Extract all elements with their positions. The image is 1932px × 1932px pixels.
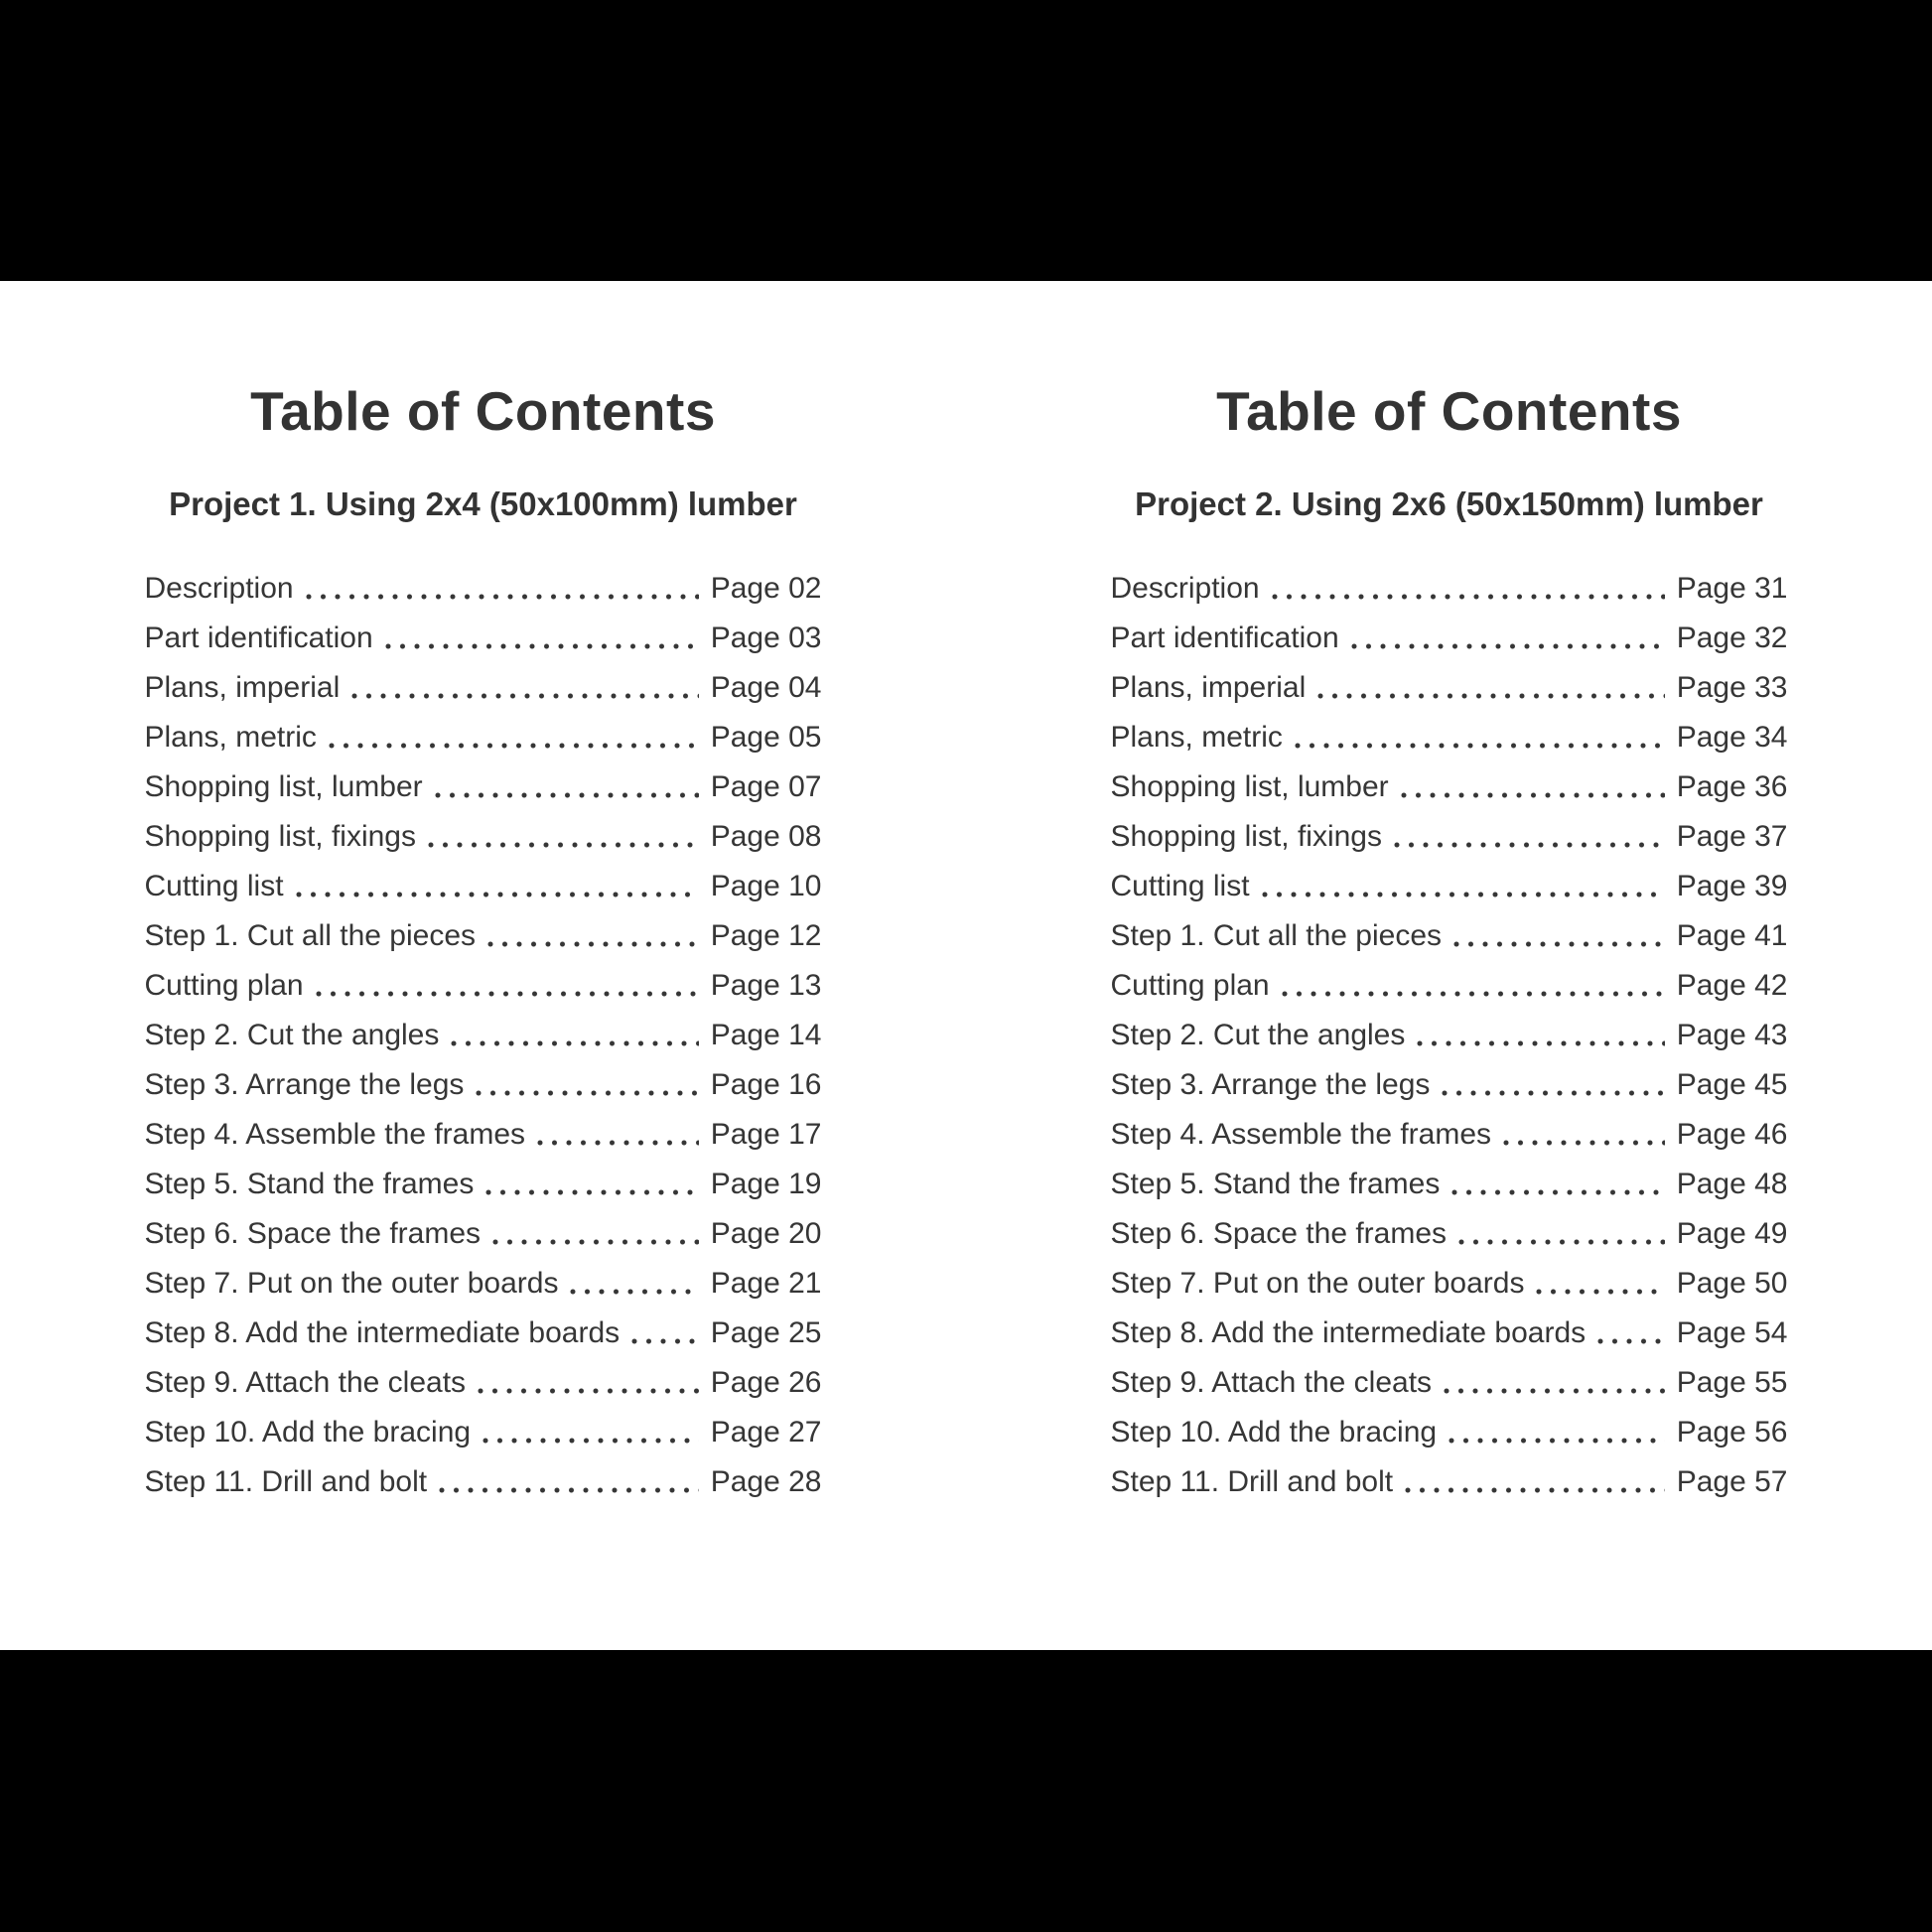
page-right [966,281,1932,1650]
toc-entry-page: Page 08 [710,820,822,853]
toc-entry-label: Step 11. Drill and bolt [144,1465,428,1498]
dot-leader [535,1110,701,1160]
dot-leader [437,1457,701,1507]
toc-entry-label: Description [1110,572,1260,605]
toc-entry-label: Shopping list, fixings [144,820,416,853]
toc-entry-label: Plans, metric [144,721,317,754]
toc-entry-label: Step 6. Space the frames [144,1217,482,1250]
toc-entry [1111,1060,1788,1110]
toc-entry [1111,1011,1788,1060]
toc-entry-label: Step 4. Assemble the frames [144,1118,526,1151]
page-left [0,281,966,1650]
letterbox-top [0,0,1932,281]
toc-entry-page: Page 27 [710,1416,822,1449]
toc-entry-page: Page 33 [1676,671,1788,704]
toc-entry-label: Plans, imperial [144,671,341,704]
toc-entry [145,1309,822,1358]
toc-entry-page: Page 55 [1676,1366,1788,1399]
toc-entry [145,1259,822,1309]
toc-entry-page: Page 25 [710,1316,822,1349]
toc-entry-page: Page 34 [1676,721,1788,754]
toc-entry [1111,1259,1788,1309]
dot-leader [1392,812,1667,862]
toc-entry [145,1110,822,1160]
toc-entry-page: Page 14 [710,1019,822,1051]
toc-entry-label: Step 2. Cut the angles [144,1019,440,1051]
toc-entry-page: Page 16 [710,1068,822,1101]
toc-entry-label: Step 10. Add the bracing [144,1416,472,1449]
toc-entry [1111,1160,1788,1209]
project-subtitle: Project 1. Using 2x4 (50x100mm) lumber [169,485,797,522]
toc-entry-label: Step 5. Stand the frames [1110,1168,1441,1200]
dot-leader [426,812,701,862]
toc-entry-label: Step 7. Put on the outer boards [144,1267,559,1300]
toc-entry-label: Step 1. Cut all the pieces [1110,919,1443,952]
dot-leader [294,862,701,911]
dot-leader [490,1209,701,1259]
dot-leader [485,911,701,961]
toc-entry-label: Part identification [1110,621,1339,654]
dot-leader [1456,1209,1667,1259]
toc-entry-page: Page 21 [710,1267,822,1300]
toc-entry-page: Page 32 [1676,621,1788,654]
toc-entry-label: Step 3. Arrange the legs [144,1068,465,1101]
dot-leader [1270,564,1667,614]
dot-leader [1315,663,1666,713]
dot-leader [476,1358,701,1408]
dot-leader [1449,1160,1666,1209]
toc-entry [145,1209,822,1259]
dot-leader [1447,1408,1667,1457]
toc-entry-page: Page 10 [710,870,822,902]
dot-leader [481,1408,701,1457]
toc-entry [145,1060,822,1110]
dot-leader [1399,762,1667,812]
toc-entry-label: Step 2. Cut the angles [1110,1019,1406,1051]
toc-entry [145,812,822,862]
toc-entry [1111,911,1788,961]
toc-entry-page: Page 36 [1676,770,1788,803]
toc-entry-page: Page 46 [1676,1118,1788,1151]
toc-entry [1111,1408,1788,1457]
toc-entry-page: Page 12 [710,919,822,952]
toc-entry-page: Page 37 [1676,820,1788,853]
toc-entry-label: Step 9. Attach the cleats [144,1366,467,1399]
page-title: Table of Contents [250,380,716,442]
toc-entry-label: Cutting list [1110,870,1250,902]
toc-entry-page: Page 45 [1676,1068,1788,1101]
page-title: Table of Contents [1216,380,1682,442]
toc-entry [145,1457,822,1507]
toc-entry-label: Cutting plan [144,969,304,1002]
dot-leader [1442,1358,1667,1408]
toc-entry-label: Step 5. Stand the frames [144,1168,475,1200]
toc-entry [1111,862,1788,911]
toc-entry [1111,1209,1788,1259]
dot-leader [629,1309,701,1358]
toc-entry-label: Step 11. Drill and bolt [1110,1465,1394,1498]
toc-entry-page: Page 57 [1676,1465,1788,1498]
dot-leader [304,564,701,614]
toc-entry [145,713,822,762]
toc-entry-page: Page 28 [710,1465,822,1498]
toc-entry-page: Page 20 [710,1217,822,1250]
toc-entry-page: Page 50 [1676,1267,1788,1300]
toc-entry-label: Step 8. Add the intermediate boards [144,1316,621,1349]
toc-entry-label: Step 3. Arrange the legs [1110,1068,1431,1101]
toc-entry [145,1160,822,1209]
toc-entry-label: Part identification [144,621,373,654]
toc-entry [1111,961,1788,1011]
toc-entry-page: Page 05 [710,721,822,754]
dot-leader [433,762,701,812]
toc-entry-label: Cutting list [144,870,284,902]
toc-entry [145,1011,822,1060]
toc-entry [1111,1457,1788,1507]
book-spread [0,281,1932,1650]
dot-leader [474,1060,700,1110]
dot-leader [1349,614,1667,663]
toc-entry-page: Page 02 [710,572,822,605]
dot-leader [1595,1309,1667,1358]
toc-entry-label: Step 10. Add the bracing [1110,1416,1438,1449]
toc-entry-label: Step 7. Put on the outer boards [1110,1267,1525,1300]
dot-leader [1280,961,1667,1011]
dot-leader [1403,1457,1667,1507]
dot-leader [349,663,700,713]
toc-entry-page: Page 42 [1676,969,1788,1002]
toc-entry-label: Step 6. Space the frames [1110,1217,1448,1250]
toc-entry-page: Page 07 [710,770,822,803]
toc-entry-label: Shopping list, lumber [1110,770,1389,803]
toc-entry-label: Plans, metric [1110,721,1283,754]
toc-entry-page: Page 03 [710,621,822,654]
toc-list [145,564,822,1507]
toc-entry-label: Description [144,572,294,605]
toc-entry [1111,1110,1788,1160]
toc-entry-page: Page 54 [1676,1316,1788,1349]
toc-entry [145,564,822,614]
dot-leader [1534,1259,1666,1309]
toc-entry-label: Shopping list, fixings [1110,820,1382,853]
toc-entry-page: Page 41 [1676,919,1788,952]
dot-leader [449,1011,700,1060]
toc-entry [1111,762,1788,812]
toc-entry [1111,812,1788,862]
toc-entry [1111,663,1788,713]
toc-entry-label: Shopping list, lumber [144,770,423,803]
toc-entry-label: Step 1. Cut all the pieces [144,919,477,952]
dot-leader [327,713,701,762]
toc-entry [1111,564,1788,614]
project-subtitle: Project 2. Using 2x6 (50x150mm) lumber [1135,485,1763,522]
toc-entry-page: Page 13 [710,969,822,1002]
toc-entry-page: Page 26 [710,1366,822,1399]
dot-leader [1451,911,1667,961]
dot-leader [1260,862,1667,911]
toc-entry-page: Page 39 [1676,870,1788,902]
toc-entry-page: Page 04 [710,671,822,704]
dot-leader [568,1259,700,1309]
toc-entry [1111,1309,1788,1358]
dot-leader [1440,1060,1666,1110]
toc-entry-label: Step 8. Add the intermediate boards [1110,1316,1587,1349]
letterbox-bottom [0,1650,1932,1932]
toc-entry [145,961,822,1011]
dot-leader [314,961,701,1011]
toc-entry-page: Page 43 [1676,1019,1788,1051]
toc-entry [145,1358,822,1408]
toc-entry [145,911,822,961]
toc-entry [1111,614,1788,663]
dot-leader [1293,713,1667,762]
toc-entry-label: Step 9. Attach the cleats [1110,1366,1433,1399]
toc-entry [145,1408,822,1457]
toc-entry-page: Page 31 [1676,572,1788,605]
toc-entry-label: Cutting plan [1110,969,1270,1002]
toc-entry-page: Page 19 [710,1168,822,1200]
toc-entry-page: Page 48 [1676,1168,1788,1200]
toc-list [1111,564,1788,1507]
dot-leader [483,1160,700,1209]
toc-entry-label: Step 4. Assemble the frames [1110,1118,1492,1151]
toc-entry [1111,713,1788,762]
toc-entry-page: Page 17 [710,1118,822,1151]
toc-entry-page: Page 49 [1676,1217,1788,1250]
dot-leader [1501,1110,1667,1160]
dot-leader [1415,1011,1666,1060]
toc-entry [145,614,822,663]
toc-entry-page: Page 56 [1676,1416,1788,1449]
toc-entry [1111,1358,1788,1408]
toc-entry [145,762,822,812]
dot-leader [383,614,701,663]
toc-entry [145,862,822,911]
toc-entry [145,663,822,713]
toc-entry-label: Plans, imperial [1110,671,1307,704]
